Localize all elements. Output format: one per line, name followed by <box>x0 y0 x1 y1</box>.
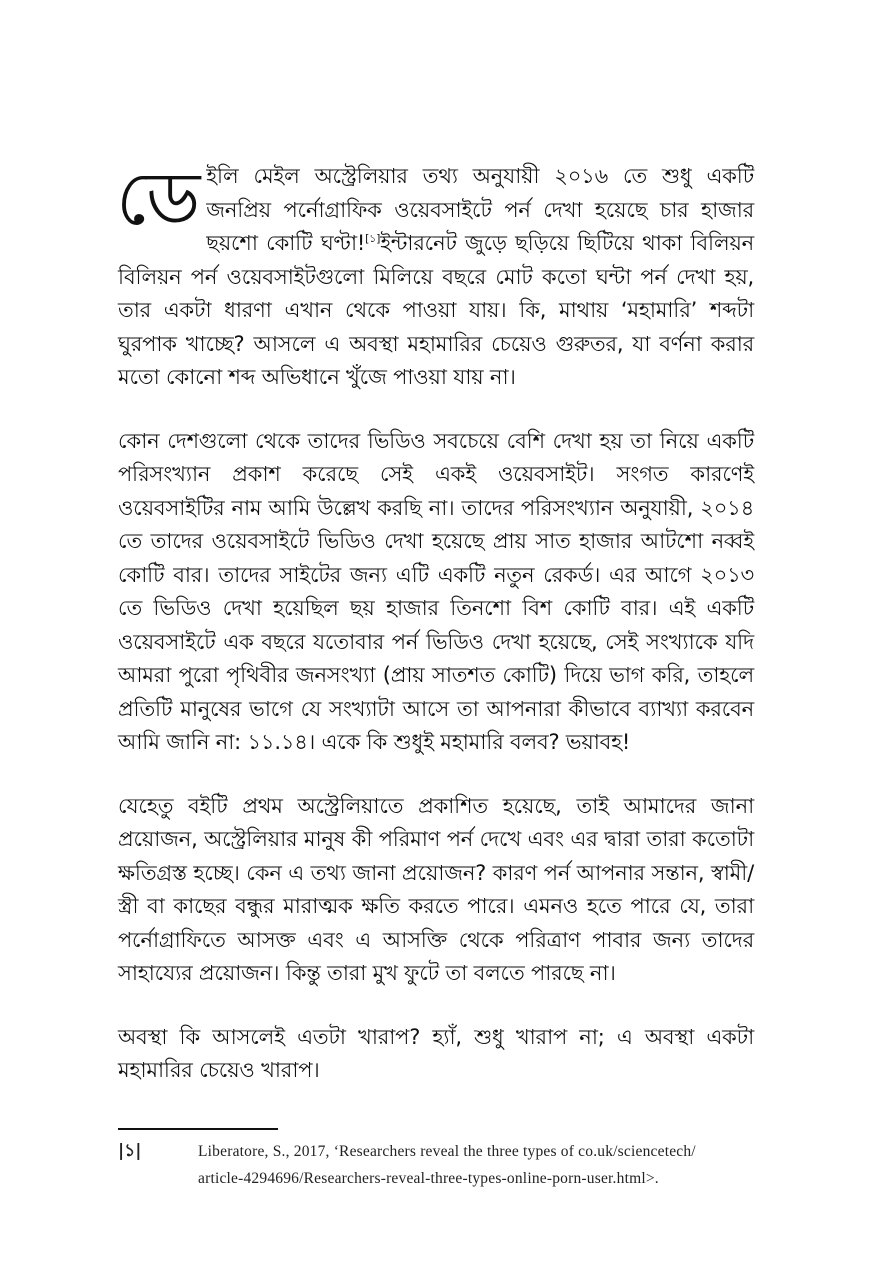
footnote-number: |১| <box>118 1141 142 1161</box>
footnote <box>118 1138 758 1192</box>
footnote-reference[interactable]: [১] <box>365 232 381 245</box>
paragraph-3: যেহেতু বইটি প্রথম অস্ট্রেলিয়াতে প্রকাশিত হয়েছে, তাই আমাদের জানা প্রয়োজন, অস্ট্রেলিয়ার মানুষ কী পরিমাণ পর্ন দেখে এবং এর দ্বারা তারা কতোটা ক্ষতিগ্রস্ত হচ্ছে। কেন এ তথ্য জানা প্রয়োজন? কারণ পর্ন আপনার সন্তান, স্বামী/স্ত্রী বা কাছের বন্ধুর মারাত্মক ক্ষতি করতে পারে। এমনও হতে পারে যে, তারা পর্নোগ্রাফিতে আসক্ত এবং এ আসক্তি থেকে পরিত্রাণ পাবার জন্য তাদের সাহায্যের প্রয়োজন। কিন্তু তারা মুখ ফুটে তা বলতে পারছে না। <box>118 793 754 985</box>
footnote-divider <box>118 1128 278 1130</box>
paragraph-4: অবস্থা কি আসলেই এতটা খারাপ? হ্যাঁ, শুধু খারাপ না; এ অবস্থা একটা মহামারির চেয়েও খারাপ। <box>118 1024 754 1082</box>
paragraph-2: কোন দেশগুলো থেকে তাদের ভিডিও সবচেয়ে বেশি দেখা হয় তা নিয়ে একটি পরিসংখ্যান প্রকাশ করেছে সেই একই ওয়েবসাইট। সংগত কারণেই ওয়েবসাইটির নাম আমি উল্লেখ করছি না। তাদের পরিসংখ্যান অনুযায়ী, ২০১৪ তে তাদের ওয়েবসাইটে ভিডিও দেখা হয়েছে প্রায় সাত হাজার আটশো নব্বই কোটি বার। তাদের সাইটের জন্য এটি একটি নতুন রেকর্ড। এর আগে ২০১৩ তে ভিডিও দেখা হয়েছিল ছয় হাজার তিনশো বিশ কোটি বার। এই একটি ওয়েবসাইটে এক বছরে যতোবার পর্ন ভিডিও দেখা হয়েছে, সেই সংখ্যাকে যদি আমরা পুরো পৃথিবীর জনসংখ্যা (প্রায় সাতশত কোটি) দিয়ে ভাগ করি, তাহলে প্রতিটি মানুষের ভাগে যে সংখ্যাটা আসে তা আপনারা কীভাবে ব্যাখ্যা করবেন আমি জানি না: ১১.১৪। একে কি শুধুই মহামারি বলব? ভয়াবহ! <box>118 428 754 754</box>
paragraph-1-text-a: ইলি মেইল অস্ট্রেলিয়ার তথ্য অনুযায়ী ২০১৬ তে শুধু একটি জনপ্রিয় পর্নোগ্রাফিক ওয়েবসাইটে পর্ন দেখা হয়েছে চার হাজার ছয়শো কোটি ঘণ্টা! <box>206 164 754 255</box>
drop-cap: ডে <box>116 156 201 242</box>
footnote-line-2: article-4294696/Researchers-reveal-three-types-online-porn-user.html>. <box>198 1170 659 1187</box>
document-body <box>116 156 754 1118</box>
paragraph-1-text-b: ইন্টারনেট জুড়ে ছড়িয়ে ছিটিয়ে থাকা বিলিয়ন বিলিয়ন পর্ন ওয়েবসাইটগুলো মিলিয়ে বছরে মোট কতো ঘন্টা পর্ন দেখা হয়, তার একটা ধারণা এখান থেকে পাওয়া যায়। কি, মাথায় ‘মহামারি’ শব্দটা ঘুরপাক খাচ্ছে? আসলে এ অবস্থা মহামারির চেয়েও গুরুতর, যা বর্ণনা করার মতো কোনো শব্দ অভিধানে খুঁজে পাওয়া যায় না। <box>118 231 754 389</box>
paragraph-1 <box>116 156 754 395</box>
footnote-line-1: Liberatore, S., 2017, ‘Researchers reveal the three types of co.uk/sciencetech/ <box>198 1143 696 1160</box>
